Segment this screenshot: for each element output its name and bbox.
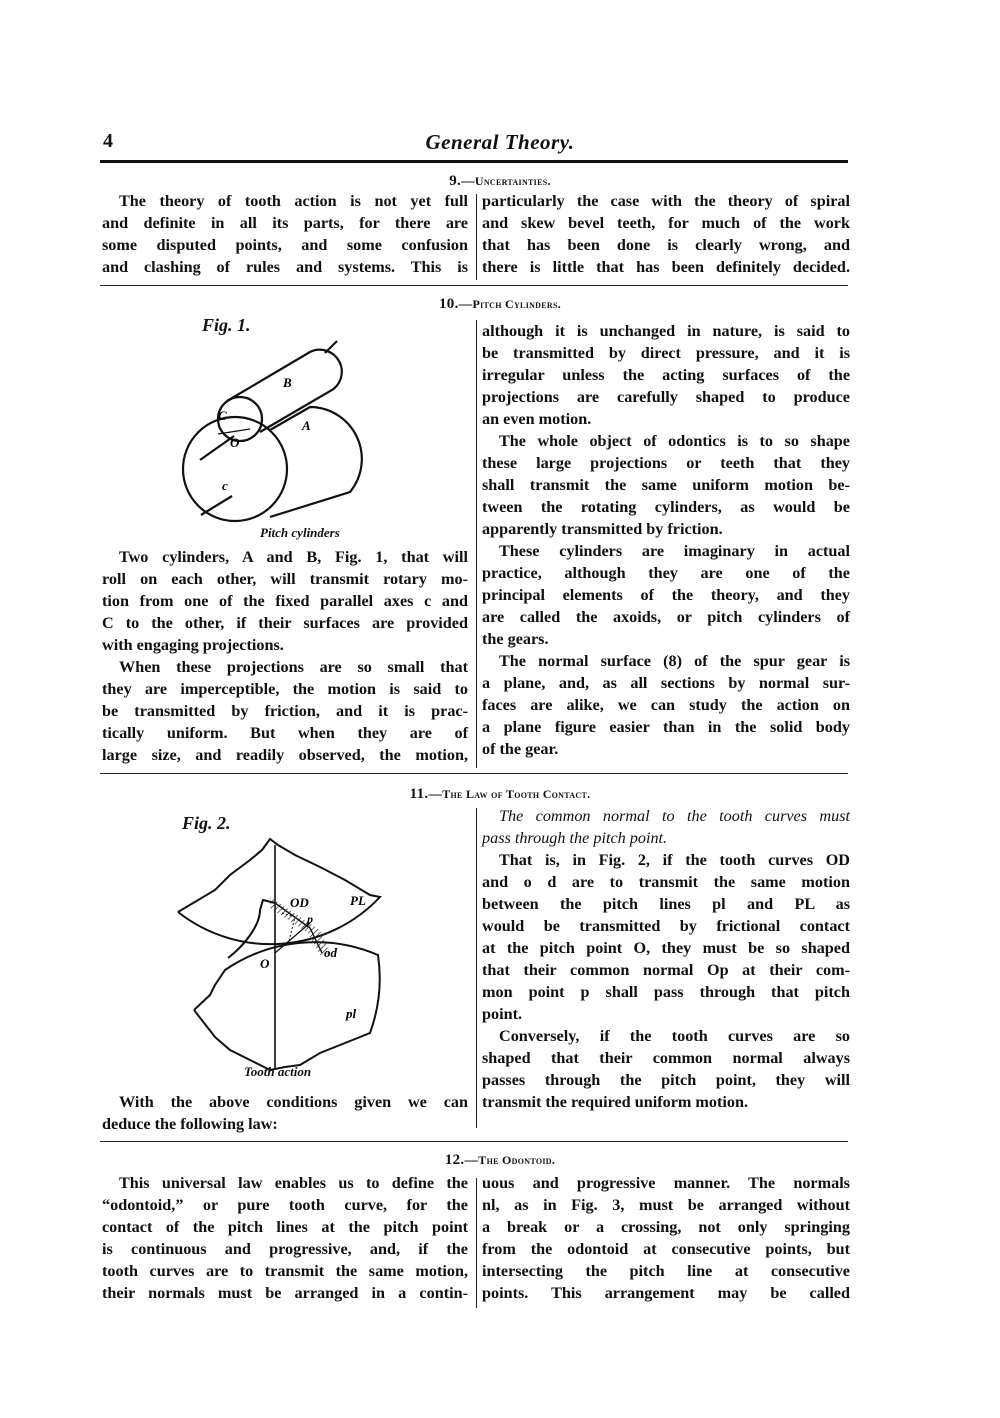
section-11-right-column: [482, 805, 850, 1113]
text-line: nl, as in Fig. 3, must be arranged without: [482, 1196, 850, 1214]
text-line: That is, in Fig. 2, if the tooth curves OD: [499, 851, 850, 869]
text-line: apparently transmitted by friction.: [482, 520, 723, 538]
header-rule: [100, 160, 848, 163]
text-line: be transmitted by direct pressure, and it is: [482, 344, 850, 362]
text-line: These cylinders are imaginary in actual: [499, 542, 850, 560]
law-statement-line: pass through the pitch point.: [482, 829, 668, 847]
section-title: Uncertainties.: [474, 174, 551, 188]
section-number: 10.: [438, 296, 459, 312]
text-line: roll on each other, will transmit rotary mo-: [102, 570, 468, 588]
pitch-cylinders-diagram: [100, 312, 470, 547]
text-line: The theory of tooth action is not yet full: [119, 192, 468, 210]
section-9-right-column: [482, 190, 850, 278]
text-line: that their common normal Op at their com-: [482, 961, 850, 979]
section-rule: [100, 1141, 848, 1142]
text-line: and o d are to transmit the same motion: [482, 873, 850, 891]
text-line: points. This arrangement may be called: [482, 1284, 850, 1302]
text-line: irregular unless the acting surfaces of the: [482, 366, 850, 384]
text-line: and clashing of rules and systems. This is: [102, 258, 468, 276]
section-rule: [100, 285, 848, 286]
text-line: contact of the pitch lines at the pitch point: [102, 1218, 468, 1236]
page-number: 4: [103, 130, 113, 152]
text-line: tically uniform. But when they are of: [102, 724, 468, 742]
label-p: p: [307, 912, 313, 926]
section-title: The Odontoid.: [478, 1153, 556, 1167]
text-line: faces are alike, we can study the action on: [482, 696, 850, 714]
text-line: although it is unchanged in nature, is said to: [482, 322, 850, 340]
text-line: shall transmit the same uniform motion be-: [482, 476, 850, 494]
text-line: The whole object of odontics is to so shape: [499, 432, 850, 450]
text-line: practice, although they are one of the: [482, 564, 850, 582]
tooth-action-diagram: [170, 805, 470, 1085]
section-10-right-column: [482, 320, 850, 760]
label-od: od: [324, 945, 337, 960]
text-line: This universal law enables us to define the: [119, 1174, 468, 1192]
section-12-left-column: [102, 1172, 468, 1304]
text-line: point.: [482, 1005, 523, 1023]
column-divider: [476, 1178, 477, 1308]
section-9-left-column: [102, 190, 468, 278]
text-line: shaped that their common normal always: [482, 1049, 850, 1067]
text-line: passes through the pitch point, they will: [482, 1071, 850, 1089]
text-line: uous and progressive manner. The normals: [482, 1174, 850, 1192]
law-statement-line: The common normal to the tooth curves must: [499, 807, 850, 825]
section-number: 12.: [444, 1152, 465, 1168]
text-line: between the pitch lines pl and PL as: [482, 895, 850, 913]
label-O: O: [230, 435, 240, 450]
label-OD: OD: [290, 895, 309, 910]
figure-1: [100, 312, 470, 547]
column-divider: [476, 194, 477, 280]
section-title: Pitch Cylinders.: [472, 297, 562, 311]
section-heading-10: 10.—Pitch Cylinders.: [438, 296, 562, 312]
label-B: B: [283, 375, 292, 390]
text-line: “odontoid,” or pure tooth curve, for the: [102, 1196, 468, 1214]
text-line: their normals must be arranged in a contin-: [102, 1284, 468, 1302]
text-line: a break or a crossing, not only springing: [482, 1218, 850, 1236]
section-number: 9.: [449, 173, 462, 189]
text-line: would be transmitted by frictional contact: [482, 917, 850, 935]
text-line: and skew bevel teeth, for much of the work: [482, 214, 850, 232]
text-line: of the gear.: [482, 740, 559, 758]
text-line: projections are carefully shaped to produce: [482, 388, 850, 406]
text-line: The normal surface (8) of the spur gear is: [499, 652, 850, 670]
text-line: and definite in all its parts, for there are: [102, 214, 468, 232]
section-number: 11.: [409, 786, 429, 802]
text-line: an even motion.: [482, 410, 592, 428]
figure-label: Fig. 1.: [202, 315, 251, 335]
text-line: a plane, and, as all sections by normal sur-: [482, 674, 850, 692]
label-pl: pl: [346, 1006, 357, 1021]
label-A: A: [302, 418, 311, 433]
section-heading-9: 9.—Uncertainties.: [449, 173, 551, 189]
column-divider: [476, 808, 477, 1128]
text-line: that has been done is clearly wrong, and: [482, 236, 850, 254]
text-line: from the odontoid at consecutive points, but: [482, 1240, 850, 1258]
text-line: there is little that has been definitely decided.: [482, 258, 850, 276]
figure-caption: Tooth action: [244, 1064, 312, 1079]
text-line: C to the other, if their surfaces are provided: [102, 614, 468, 632]
label-PL: PL: [350, 893, 366, 908]
section-heading-11: 11.—The Law of Tooth Contact.: [409, 786, 591, 802]
label-c: c: [222, 478, 228, 493]
text-line: some disputed points, and some confusion: [102, 236, 468, 254]
text-line: mon point p shall pass through that pitch: [482, 983, 850, 1001]
figure-caption: Pitch cylinders: [260, 525, 340, 540]
text-line: When these projections are so small that: [119, 658, 468, 676]
text-line: with engaging projections.: [102, 636, 284, 654]
text-line: be transmitted by friction, and it is prac-: [102, 702, 468, 720]
figure-label: Fig. 2.: [182, 813, 231, 833]
text-line: With the above conditions given we can: [119, 1093, 468, 1111]
text-line: they are imperceptible, the motion is said to: [102, 680, 468, 698]
text-line: transmit the required uniform motion.: [482, 1093, 749, 1111]
figure-2: [170, 805, 470, 1085]
text-line: these large projections or teeth that they: [482, 454, 850, 472]
text-line: deduce the following law:: [102, 1115, 278, 1133]
text-line: is continuous and progressive, and, if the: [102, 1240, 468, 1258]
text-line: are called the axoids, or pitch cylinders of: [482, 608, 850, 626]
text-line: tween the rotating cylinders, as would be: [482, 498, 850, 516]
text-line: tion from one of the fixed parallel axes c and: [102, 592, 468, 610]
text-line: large size, and readily observed, the motion,: [102, 746, 468, 764]
text-line: intersecting the pitch line at consecutive: [482, 1262, 850, 1280]
section-10-left-column: [102, 546, 468, 766]
text-line: at the pitch point O, they must be so shaped: [482, 939, 850, 957]
text-line: Conversely, if the tooth curves are so: [499, 1027, 850, 1045]
text-line: a plane figure easier than in the solid body: [482, 718, 850, 736]
column-divider: [476, 320, 477, 768]
section-heading-12: 12.—The Odontoid.: [444, 1152, 556, 1168]
text-line: particularly the case with the theory of spiral: [482, 192, 850, 210]
label-C: C: [218, 408, 227, 423]
section-rule: [100, 773, 848, 774]
text-line: principal elements of the theory, and they: [482, 586, 850, 604]
label-O: O: [260, 956, 270, 971]
section-12-right-column: [482, 1172, 850, 1304]
text-line: Two cylinders, A and B, Fig. 1, that will: [119, 548, 468, 566]
text-line: tooth curves are to transmit the same motion,: [102, 1262, 468, 1280]
text-line: the gears.: [482, 630, 549, 648]
section-title: The Law of Tooth Contact.: [442, 787, 591, 801]
running-title: General Theory.: [425, 130, 575, 154]
section-11-left-column: [102, 1091, 468, 1135]
